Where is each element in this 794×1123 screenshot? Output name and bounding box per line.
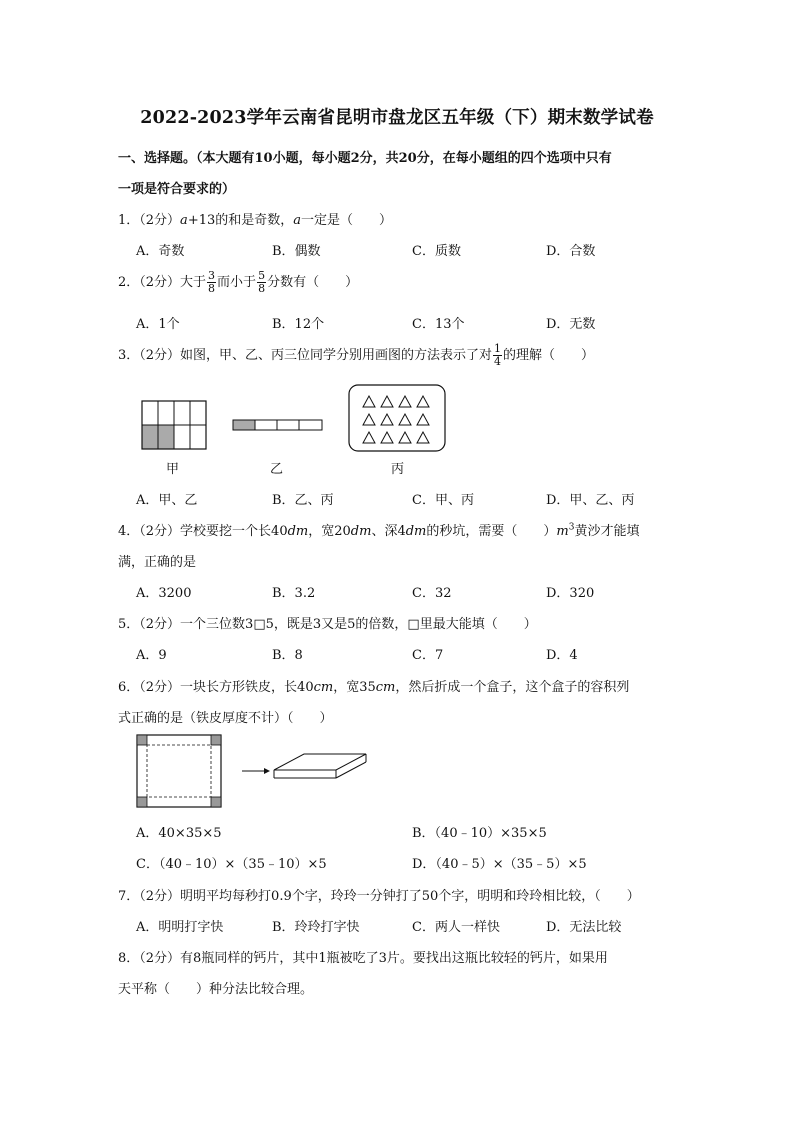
q3-option-a[interactable]: A．甲、乙 [136,493,198,508]
figure-label-jia: 甲 [166,462,180,477]
triangle-shape [381,414,393,425]
q7-option-a[interactable]: A．明明打字快 [136,920,224,935]
question-2: 2．（2分）大于 $\frac{3}{8}$ 而小于 $\frac{5}{8}$ 分数有（ ） [118,269,359,295]
fraction-1-4: $\frac{1}{4}$ [494,342,502,368]
question-5: 5．（2分）一个三位数3□5，既是3又是5的倍数，□里最大能填（ ） [118,617,537,632]
triangle-shape [417,432,429,443]
q1-option-d[interactable]: D．合数 [546,244,596,259]
q6-option-a[interactable]: A．40×35×5 [136,826,222,841]
q1-option-b[interactable]: B．偶数 [272,244,321,259]
q2-option-b[interactable]: B．12个 [272,317,325,332]
section-heading-line2: 一项是符合要求的） [118,182,236,197]
q6-option-c[interactable]: C．（40﹣10）×（35﹣10）×5 [136,857,327,872]
q4-option-c[interactable]: C．32 [412,586,452,601]
q7-option-d[interactable]: D．无法比较 [546,920,622,935]
q5-option-c[interactable]: C．7 [412,648,444,663]
question-6-line1: 6．（2分）一块长方形铁皮，长40cm，宽35cm，然后折成一个盒子，这个盒子的容积列 [118,680,630,695]
q3-option-c[interactable]: C．甲、丙 [412,493,474,508]
section-heading-line1: 一、选择题。（本大题有10小题，每小题2分，共20分，在每小题组的四个选项中只有 [118,151,612,166]
q3-option-b[interactable]: B．乙、丙 [272,493,334,508]
q7-option-c[interactable]: C．两人一样快 [412,920,500,935]
q5-option-a[interactable]: A．9 [136,648,167,663]
q4-option-d[interactable]: D．320 [546,586,595,601]
triangle-shape [399,432,411,443]
figure-yi-bar [232,419,324,431]
q6-option-b[interactable]: B．（40﹣10）×35×5 [412,826,547,841]
triangle-shape [363,396,375,407]
question-7: 7．（2分）明明平均每秒打0.9个字，玲玲一分钟打了50个字，明明和玲玲相比较，（ ） [118,889,640,904]
q2-option-c[interactable]: C．13个 [412,317,465,332]
q5-option-d[interactable]: D．4 [546,648,578,663]
question-1: 1．（2分）a+13的和是奇数，a一定是（ ） [118,213,393,228]
question-8-line1: 8．（2分）有8瓶同样的钙片，其中1瓶被吃了3片。要找出这瓶比较轻的钙片，如果用 [118,951,608,966]
q2-option-d[interactable]: D．无数 [546,317,596,332]
q6-option-d[interactable]: D．（40﹣5）×（35﹣5）×5 [412,857,587,872]
q4-option-b[interactable]: B．3.2 [272,586,316,601]
question-8-line2: 天平称（ ）种分法比较合理。 [118,982,314,997]
triangle-shape [417,414,429,425]
figure-label-yi: 乙 [270,462,284,477]
question-3: 3．（2分）如图，甲、乙、丙三位同学分别用画图的方法表示了对 $\frac{1}{4}$ 的理解（ ） [118,342,595,368]
fraction-3-8: $\frac{3}{8}$ [208,269,216,295]
triangle-shape [399,414,411,425]
question-4-line2: 满，正确的是 [118,555,197,570]
figure-bing-triangles [348,384,446,452]
q5-option-b[interactable]: B．8 [272,648,303,663]
q4-option-a[interactable]: A．3200 [136,586,192,601]
triangle-shape [381,432,393,443]
question-4-line1: 4．（2分）学校要挖一个长40dm，宽20dm、深4dm的秒坑，需要（ ）$m^3$黄沙才能填 [118,522,640,539]
q3-option-d[interactable]: D．甲、乙、丙 [546,493,635,508]
q2-option-a[interactable]: A．1个 [136,317,180,332]
triangle-shape [363,432,375,443]
q1-option-a[interactable]: A．奇数 [136,244,185,259]
q7-option-b[interactable]: B．玲玲打字快 [272,920,360,935]
triangle-shape [399,396,411,407]
question-6-line2: 式正确的是（铁皮厚度不计）（ ） [118,711,333,726]
figure-label-bing: 丙 [391,462,405,477]
figure-sheet-to-box [136,734,372,810]
triangle-shape [417,396,429,407]
q1-option-c[interactable]: C．质数 [412,244,461,259]
triangle-shape [363,414,375,425]
fraction-5-8: $\frac{5}{8}$ [258,269,266,295]
exam-title: 2022-2023学年云南省昆明市盘龙区五年级（下）期末数学试卷 [140,108,654,128]
figure-jia-grid [141,400,207,450]
triangle-shape [381,396,393,407]
